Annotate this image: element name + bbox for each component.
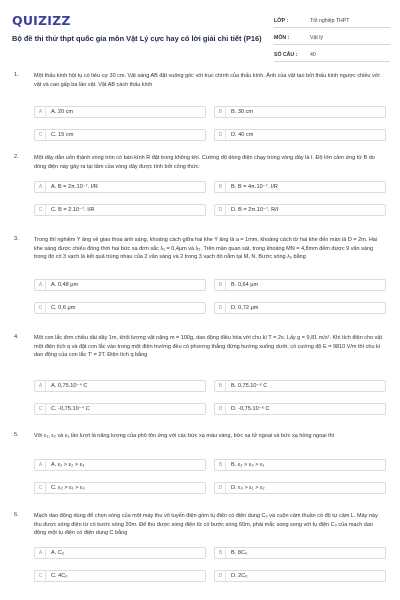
option-letter: B (216, 182, 226, 192)
option-text: B. 0,75.10⁻⁶ C (231, 383, 268, 389)
meta-value: Tốt nghiệp THPT (310, 17, 350, 24)
meta-label: SỐ CÂU : (274, 51, 298, 58)
option-letter: D (216, 404, 226, 414)
question-number: 4. (14, 334, 19, 340)
meta-value: Vật lý (310, 34, 323, 41)
question-number: 2. (14, 154, 19, 160)
option-text: D. ε₃ > ε₁ > ε₂ (231, 485, 265, 491)
option-c[interactable] (34, 302, 206, 314)
option-b[interactable] (214, 547, 386, 559)
option-d[interactable] (214, 403, 386, 415)
option-letter: D (216, 571, 226, 581)
option-text: A. C₀ (51, 550, 65, 556)
option-c[interactable] (34, 570, 206, 582)
option-text: D. 0,72 μm (231, 305, 259, 311)
option-letter: B (216, 280, 226, 290)
option-letter: A (36, 460, 46, 470)
option-letter: B (216, 460, 226, 470)
question-text: Mạch dao động dùng để chọn sóng của một máy thu vô tuyến điện gồm tụ điện có điện dung C₀ và cuộn cảm thuần có độ tự cảm L. Máy này thu được sóng điện từ có bước sóng 20m. Để thu được sóng điện từ có bước sóng 60m, phải mắc song song với tụ điện C₀ của mạch dao động một tụ điện có điện dung C bằng (34, 513, 378, 537)
option-a[interactable] (34, 106, 206, 118)
meta-label: LỚP : (274, 17, 289, 24)
option-letter: A (36, 548, 46, 558)
option-letter: C (36, 130, 46, 140)
option-d[interactable] (214, 482, 386, 494)
option-letter: B (216, 381, 226, 391)
question-number: 1. (14, 72, 19, 78)
option-b[interactable] (214, 459, 386, 471)
meta-label: MÔN : (274, 34, 290, 41)
option-text: B. 0,64 μm (231, 282, 259, 288)
option-letter: A (36, 381, 46, 391)
option-text: D. 2C₀ (231, 573, 248, 579)
quizizz-logo: QUIZIZZ (12, 13, 71, 28)
option-letter: A (36, 280, 46, 290)
option-text: A. 0,48 μm (51, 282, 79, 288)
option-letter: C (36, 404, 46, 414)
option-d[interactable] (214, 570, 386, 582)
question-text: Trong thí nghiệm Y âng về giao thoa ánh sáng, khoảng cách giữa hai khe Y âng là a = 1mm, khoảng cách từ hai khe đến màn là D = 2m. Hai khe sáng được chiếu đồng thời hai bức xạ đơn sắc λ₁ = 0,4μm và λ₂. Trên màn quan sát, trong khoảng MN = 4,8mm đếm được 9 vân sáng trong đó có 3 vạch là kết quả trùng nhau của 2 vân sáng và 2 trong 3 vạch đó nằm tại M, N. Bước sóng λ₂ bằng (34, 237, 378, 261)
option-letter: D (216, 303, 226, 313)
option-text: A. 0,75.10⁻⁴ C (51, 383, 88, 389)
option-text: C. B = 2.10⁻⁷. I/R (51, 207, 95, 213)
meta-value: 40 (310, 51, 316, 58)
option-text: B. B = 4π.10⁻⁷. I/R (231, 184, 278, 190)
option-d[interactable] (214, 302, 386, 314)
option-c[interactable] (34, 403, 206, 415)
option-b[interactable] (214, 380, 386, 392)
option-d[interactable] (214, 204, 386, 216)
option-text: B. 8C₀ (231, 550, 248, 556)
page-title: Bộ đề thi thử thpt quốc gia môn Vật Lý cực hay có lời giải chi tiết (P16) (12, 34, 262, 43)
option-text: A. 20 cm (51, 109, 74, 115)
option-text: A. B = 2π.10⁻⁷. I/R (51, 184, 98, 190)
option-text: A. ε₁ > ε₂ > ε₃ (51, 462, 85, 468)
option-c[interactable] (34, 482, 206, 494)
option-a[interactable] (34, 380, 206, 392)
option-text: C. 4C₀ (51, 573, 68, 579)
question-number: 5. (14, 432, 19, 438)
meta-row-class (274, 14, 390, 28)
worksheet-header (0, 0, 400, 62)
option-text: C. 0,6 μm (51, 305, 76, 311)
option-d[interactable] (214, 129, 386, 141)
option-b[interactable] (214, 279, 386, 291)
option-a[interactable] (34, 459, 206, 471)
option-text: B. 30 cm (231, 109, 254, 115)
option-a[interactable] (34, 279, 206, 291)
option-a[interactable] (34, 181, 206, 193)
worksheet-meta (274, 14, 390, 62)
option-text: C. -0,75.10⁻⁴ C (51, 406, 90, 412)
question-text: Với ε₁, ε₂ và ε₃ lần lượt là năng lượng của phô tôn ứng với các bức xạ màu vàng, bức xạ tử ngoại và bức xạ hồng ngoại thì (34, 433, 335, 439)
meta-row-subject (274, 31, 390, 45)
option-letter: A (36, 182, 46, 192)
option-letter: D (216, 205, 226, 215)
option-letter: B (216, 107, 226, 117)
option-text: D. -0,75.10⁻⁶ C (231, 406, 270, 412)
option-a[interactable] (34, 547, 206, 559)
option-letter: D (216, 130, 226, 140)
option-c[interactable] (34, 129, 206, 141)
option-text: D. B = 2π.10⁻⁷. R/I (231, 207, 279, 213)
option-b[interactable] (214, 106, 386, 118)
question-text: Một dây dẫn uốn thành vòng tròn có bán kính R đặt trong không khí. Cường độ dòng điện chạy trong vòng dây là I. Độ lớn cảm ứng từ B do dòng điện này gây ra tại tâm của vòng dây được tính bởi công thức: (34, 155, 375, 170)
option-letter: A (36, 107, 46, 117)
option-b[interactable] (214, 181, 386, 193)
option-letter: C (36, 483, 46, 493)
question-text: Một thấu kính hội tụ có tiêu cự 30 cm. Vật sáng AB đặt vuông góc với trục chính của thấu kính. Ảnh của vật tạo bởi thấu kính ngược chiều với vật và cao gấp ba lần vật. Vật AB cách thấu kính (34, 73, 380, 88)
option-text: C. ε₂ > ε₁ > ε₃ (51, 485, 85, 491)
option-letter: C (36, 571, 46, 581)
option-letter: B (216, 548, 226, 558)
option-c[interactable] (34, 204, 206, 216)
option-letter: C (36, 303, 46, 313)
question-number: 3. (14, 236, 19, 242)
meta-row-count (274, 48, 390, 62)
option-text: D. 40 cm (231, 132, 254, 138)
option-text: B. ε₂ > ε₃ > ε₁ (231, 462, 265, 468)
option-text: C. 15 cm (51, 132, 74, 138)
option-letter: C (36, 205, 46, 215)
question-text: Một con lắc đơn chiều dài dây 1m, khối lượng vật nặng m = 100g, dao động điều hòa với chu kì T = 2s. Lấy g = 9,81 m/s². Khi tích điện cho vật một điện tích q và đặt con lắc vào trong một điện trường đều có phương thẳng đứng hướng xuống dưới, có cường độ E = 9810 V/m thì chu kì dao động của con lắc T' = 2T. Điện tích q bằng (34, 335, 383, 359)
question-number: 6. (14, 512, 19, 518)
option-letter: D (216, 483, 226, 493)
